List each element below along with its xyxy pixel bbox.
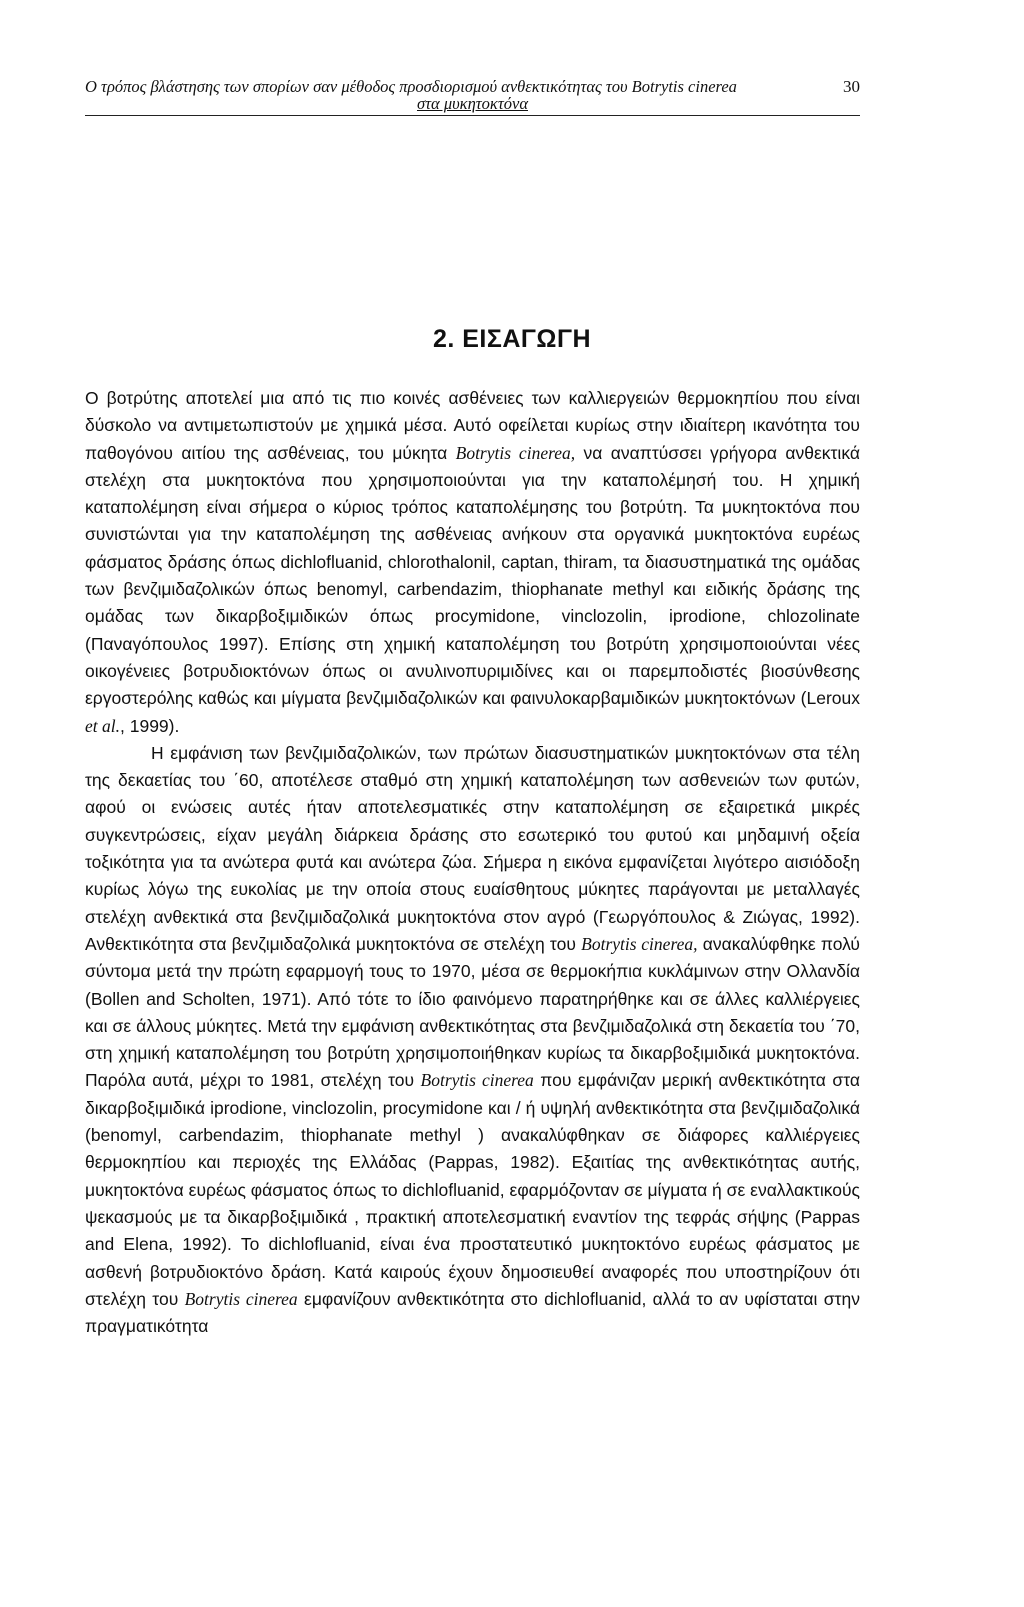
running-header — [85, 78, 860, 112]
paragraph-2-text-b: ανακαλύφθηκε πολύ σύντομα μετά την πρώτη εφαρμογή τους το 1970, μέσα σε θερμοκήπια κυκλάμινων στην Ολλανδία (Bollen and Scholten, 1971). Από τότε το ίδιο φαινόμενο παρατηρήθηκε και σε άλλες καλλιέργειες και σε άλλους μύκητες. Μετά την εμφάνιση ανθεκτικότητας στα βενζιμιδαζολικά στη δεκαετία του ΄70, στη χημική καταπολέμηση του βοτρύτη χρησιμοποιήθηκαν κυρίως τα δικαρβοξιμιδικά μυκητοκτόνα. Παρόλα αυτά, μέχρι το 1981, στελέχη του — [85, 933, 860, 1091]
paragraph-2-text-c: που εμφάνιζαν μερική ανθεκτικότητα στα δικαρβοξιμιδικά iprodione, vinclozolin, procymidone και / ή υψηλή ανθεκτικότητα στα βενζιμιδαζολικά (benomyl, carbendazim, thiophanate methyl ) ανακαλύφθηκαν σε διάφορες καλλιέργειες θερμοκηπίου και περιοχές της Ελλάδας (Pappas, 1982). Εξαιτίας της ανθεκτικότητας αυτής, μυκητοκτόνα ευρέως φάσματος όπως το dichlofluanid, εφαρμόζονταν σε μίγματα ή σε εναλλακτικούς ψεκασμούς με τα δικαρβοξιμιδικά , πρακτική αποτελεσματική εναντίον της τεφράς σήψης (Pappas and Elena, 1992). Το dichlofluanid, είναι ένα προστατευτικό μυκητοκτόνο ευρέως φάσματος με ασθενή βοτρυδιοκτόνο δράση. Κατά καιρούς έχουν δημοσιευθεί αναφορές που υποστηρίζουν ότι στελέχη του — [85, 1070, 860, 1309]
paragraph-1-text-c: , 1999). — [120, 715, 180, 736]
citation-et-al: et al. — [85, 715, 120, 736]
header-rule — [85, 115, 860, 116]
header-title-line1: Ο τρόπος βλάστησης των σπορίων σαν μέθοδος προσδιορισμού ανθεκτικότητας του Botrytis cinerea — [85, 77, 737, 96]
header-title-line2: στα μυκητοκτόνα — [416, 94, 528, 113]
running-header-row — [85, 78, 860, 95]
paragraph-1-text-b: να αναπτύσσει γρήγορα ανθεκτικά στελέχη στα μυκητοκτόνα που χρησιμοποιούνται για την καταπολέμησή του. Η χημική καταπολέμηση είναι σήμερα ο κύριος τρόπος καταπολέμησης του βοτρύτη. Τα μυκητοκτόνα που συνιστώνται για την καταπολέμηση της ασθένειας ανήκουν στα οργανικά μυκητοκτόνα ευρέως φάσματος δράσης όπως dichlofluanid, chlorothalonil, captan, thiram, τα διασυστηματικά της ομάδας των βενζιμιδαζολικών όπως benomyl, carbendazim, thiophanate methyl και ειδικής δράσης της ομάδας των δικαρβοξιμιδικών όπως procymidone, vinclozolin, iprodione, chlozolinate (Παναγόπουλος 1997). Επίσης στη χημική καταπολέμηση του βοτρύτη χρησιμοποιούνται νέες οικογένειες βοτρυδιοκτόνων όπως οι ανυλινοπυριμιδίνες και οι παρεμποδιστές βιοσύνθεσης εργοστερόλης καθώς και μίγματα βενζιμιδαζολικών και φαινυλοκαρβαμιδικών μυκητοκτόνων (Leroux — [85, 442, 860, 709]
species-name: Botrytis cinerea, — [455, 442, 576, 463]
paragraph-1 — [85, 385, 860, 740]
species-name: Botrytis cinerea — [420, 1070, 534, 1091]
body-text — [85, 385, 860, 1340]
paragraph-1-text-a: Ο βοτρύτης αποτελεί μια από τις πιο κοινές ασθένειες των καλλιεργειών θερμοκηπίου που είναι δύσκολο να αντιμετωπιστούν με χημικά μέσα. Αυτό οφείλεται κυρίως στην ιδιαίτερη ικανότητα του παθογόνου αιτίου της ασθένειας, του μύκητα — [85, 388, 860, 463]
paragraph-2-text-d: εμφανίζουν ανθεκτικότητα στο dichlofluanid, αλλά το αν υφίσταται στην πραγματικότητα — [85, 1288, 860, 1337]
species-name: Botrytis cinerea, — [581, 933, 698, 954]
section-heading: 2. ΕΙΣΑΓΩΓΗ — [432, 325, 592, 353]
paragraph-2 — [85, 740, 860, 1341]
paragraph-2-text-a: Η εμφάνιση των βενζιμιδαζολικών, των πρώτων διασυστηματικών μυκητοκτόνων στα τέλη της δεκαετίας του ΄60, αποτέλεσε σταθμό στη χημική καταπολέμηση των ασθενειών των φυτών, αφού οι ενώσεις αυτές ήταν αποτελεσματικές στην καταπολέμηση σε εξαιρετικά μικρές συγκεντρώσεις, είχαν μεγάλη διάρκεια δράσης στο εσωτερικό του φυτού και μηδαμινή οξεία τοξικότητα για τα ανώτερα φυτά και ανώτερα ζώα. Σήμερα η εικόνα εμφανίζεται λιγότερο αισιόδοξη κυρίως λόγω της ευκολίας με την οποία στους ευαίσθητους μύκητες παράγονται με μεταλλαγές στελέχη ανθεκτικά στα βενζιμιδαζολικά μυκητοκτόνα στον αγρό (Γεωργόπουλος & Ζιώγας, 1992). Ανθεκτικότητα στα βενζιμιδαζολικά μυκητοκτόνα σε στελέχη του — [85, 742, 860, 954]
species-name: Botrytis cinerea — [184, 1288, 298, 1309]
page-number: 30 — [843, 77, 860, 96]
